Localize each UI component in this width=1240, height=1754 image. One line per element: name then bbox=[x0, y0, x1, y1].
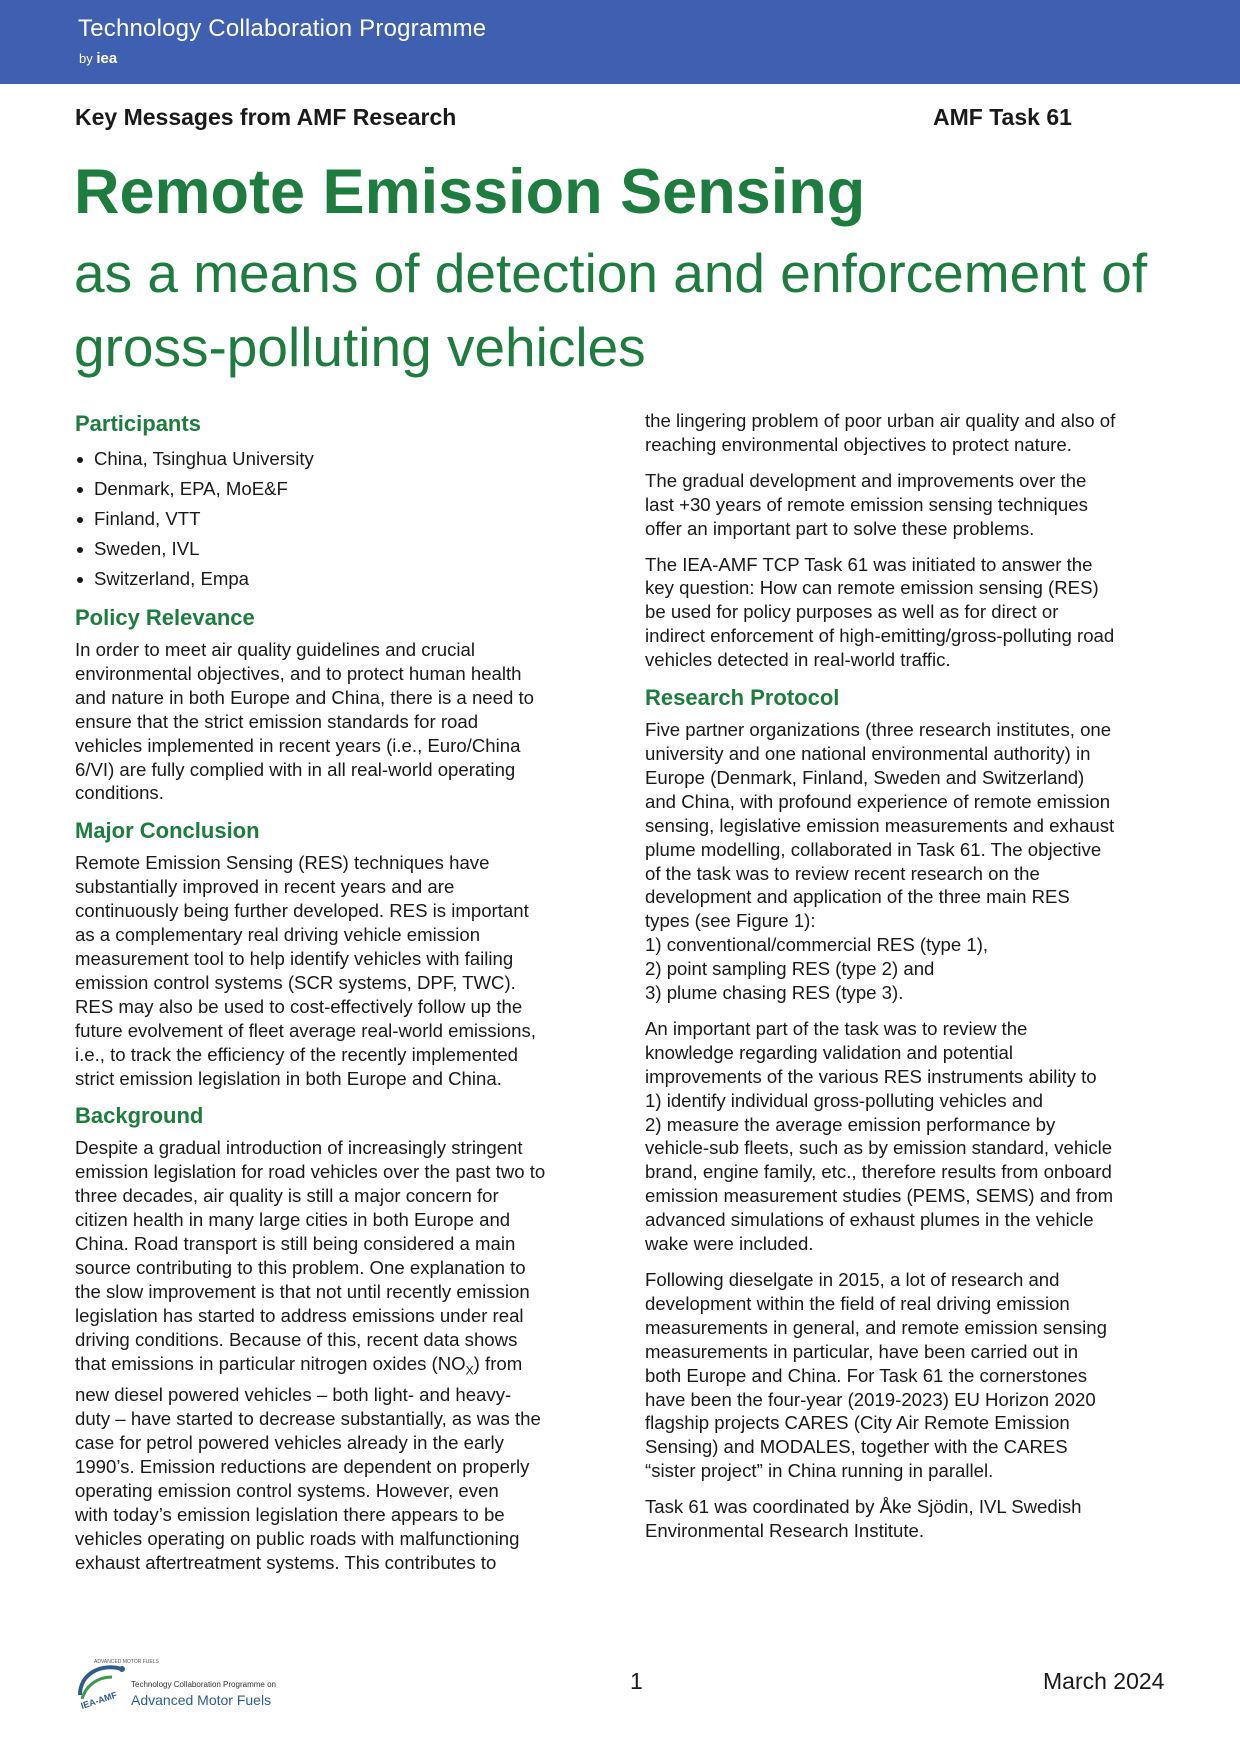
logo-caption-small: Technology Collaboration Programme on bbox=[131, 1680, 276, 1689]
policy-text: In order to meet air quality guidelines and crucial environmental objectives, and to protect human health and nature in both Europe and China, there is a need to ensure that the strict emission standards for road vehicles implemented in recent years (i.e., Euro/China 6/VI) are fully complied with in all real-world operating conditions. bbox=[75, 639, 534, 804]
conclusion-text: Remote Emission Sensing (RES) techniques have substantially improved in recent years and are continuously being further developed. RES is important as a complementary real driving vehicle emission measurement tool to help identify vehicles with failing emission control systems (SCR systems, DPF, TWC). RES may also be used to cost-effectively follow up the future evolvement of fleet average real-world emissions, i.e., to track the efficiency of the recently implemented strict emission legislation in both Europe and China. bbox=[75, 852, 536, 1089]
banner-by-text: by bbox=[79, 51, 93, 66]
page-number: 1 bbox=[630, 1668, 643, 1694]
coordination-paragraph: Task 61 was coordinated by Åke Sjödin, IVL Swedish Environmental Research Institute. bbox=[645, 1496, 1082, 1542]
banner-byline bbox=[79, 50, 117, 67]
list-item: Sweden, IVL bbox=[75, 534, 615, 564]
list-item: Denmark, EPA, MoE&F bbox=[75, 474, 615, 504]
intro-paragraph-3: The IEA-AMF TCP Task 61 was initiated to answer the key question: How can remote emission sensing (RES) be used for policy purposes as well as for direct or indirect enforcement of high-emitting/gross-polluting road vehicles detected in real-world traffic. bbox=[645, 553, 1115, 671]
conclusion-heading: Major Conclusion bbox=[75, 818, 260, 844]
background-text-part1: Despite a gradual introduction of increasingly stringent emission legislation for road vehicles over the past two to three decades, air quality is still a major concern for citizen health in many large cities in both Europe and China. Road transport is still being considered a main source contributing to this problem. One explanation to the slow improvement is that not until recently emission legislation has started to address emissions under real driving conditions. Because of this, recent data shows that emissions in particular nitrogen oxides (NO bbox=[75, 1137, 546, 1374]
logo-arc-text: ADVANCED MOTOR FUELS bbox=[94, 1659, 159, 1665]
banner-title: Technology Collaboration Programme bbox=[78, 15, 487, 42]
dieselgate-paragraph: Following dieselgate in 2015, a lot of research and development within the field of real driving emission measurements in general, and remote emission sensing measurements in particular, have been carried out in both Europe and China. For Task 61 the cornerstones have been the four-year (2019-2023) EU Horizon 2020 flagship projects CARES (City Air Remote Emission Sensing) and MODALES, together with the CARES “sister project” in China running in parallel. bbox=[645, 1269, 1107, 1482]
list-item: Switzerland, Empa bbox=[75, 564, 615, 594]
list-item: China, Tsinghua University bbox=[75, 444, 615, 474]
left-column bbox=[75, 410, 615, 1586]
page-title: Remote Emission Sensing bbox=[74, 157, 866, 227]
list-item: Finland, VTT bbox=[75, 504, 615, 534]
background-text bbox=[75, 1136, 615, 1574]
participants-heading: Participants bbox=[75, 411, 201, 436]
participants-list bbox=[75, 444, 615, 594]
task-label: AMF Task 61 bbox=[933, 104, 1072, 130]
intro-paragraph-1: the lingering problem of poor urban air quality and also of reaching environmental objectives to protect nature. bbox=[645, 410, 1116, 455]
intro-paragraph-2: The gradual development and improvements over the last +30 years of remote emission sensing techniques offer an important part to solve these problems. bbox=[645, 469, 1088, 539]
nox-subscript: X bbox=[465, 1363, 474, 1378]
protocol-heading: Research Protocol bbox=[645, 685, 840, 711]
top-banner bbox=[0, 0, 1240, 84]
logo-mark-text: IEA-AMF bbox=[79, 1689, 119, 1711]
background-text-part2: ) from new diesel powered vehicles – both light- and heavy- duty – have started to decrease substantially, as was the case for petrol powered vehicles already in the early 1990’s. Emission reductions are dependent on properly operating emission control systems. However, even with today’s emission legislation there appears to be vehicles operating on public roads with malfunctioning exhaust aftertreatment systems. This contributes to bbox=[75, 1352, 541, 1573]
iea-logo-text: iea bbox=[96, 50, 118, 67]
logo-caption: Advanced Motor Fuels bbox=[131, 1692, 272, 1708]
background-heading: Background bbox=[75, 1103, 204, 1129]
policy-heading: Policy Relevance bbox=[75, 605, 255, 630]
series-heading: Key Messages from AMF Research bbox=[75, 104, 457, 130]
protocol-text: Five partner organizations (three research institutes, one university and one national environmental authority) in Europe (Denmark, Finland, Sweden and Switzerland) and China, with profound experience of remote emission sensing, legislative emission measurements and exhaust plume modelling, collaborated in Task 61. The objective of the task was to review recent research on the development and application of the three main RES types (see Figure 1): 1) conventional/commercial RES (type 1), 2) point sampling RES (type 2) and 3) plume chasing RES (type 3). bbox=[645, 719, 1115, 1004]
right-column bbox=[645, 409, 1175, 1555]
page-subtitle: as a means of detection and enforcement of gross-polluting vehicles bbox=[74, 242, 1148, 378]
publication-date: March 2024 bbox=[1043, 1668, 1165, 1694]
validation-paragraph: An important part of the task was to review the knowledge regarding validation and potential improvements of the various RES instruments ability to 1) identify individual gross-polluting vehicles and 2) measure the average emission performance by vehicle-sub fleets, such as by emission standard, vehicle brand, engine family, etc., therefore results from onboard emission measurement studies (PEMS, SEMS) and from advanced simulations of exhaust plumes in the vehicle wake were included. bbox=[645, 1017, 1114, 1255]
